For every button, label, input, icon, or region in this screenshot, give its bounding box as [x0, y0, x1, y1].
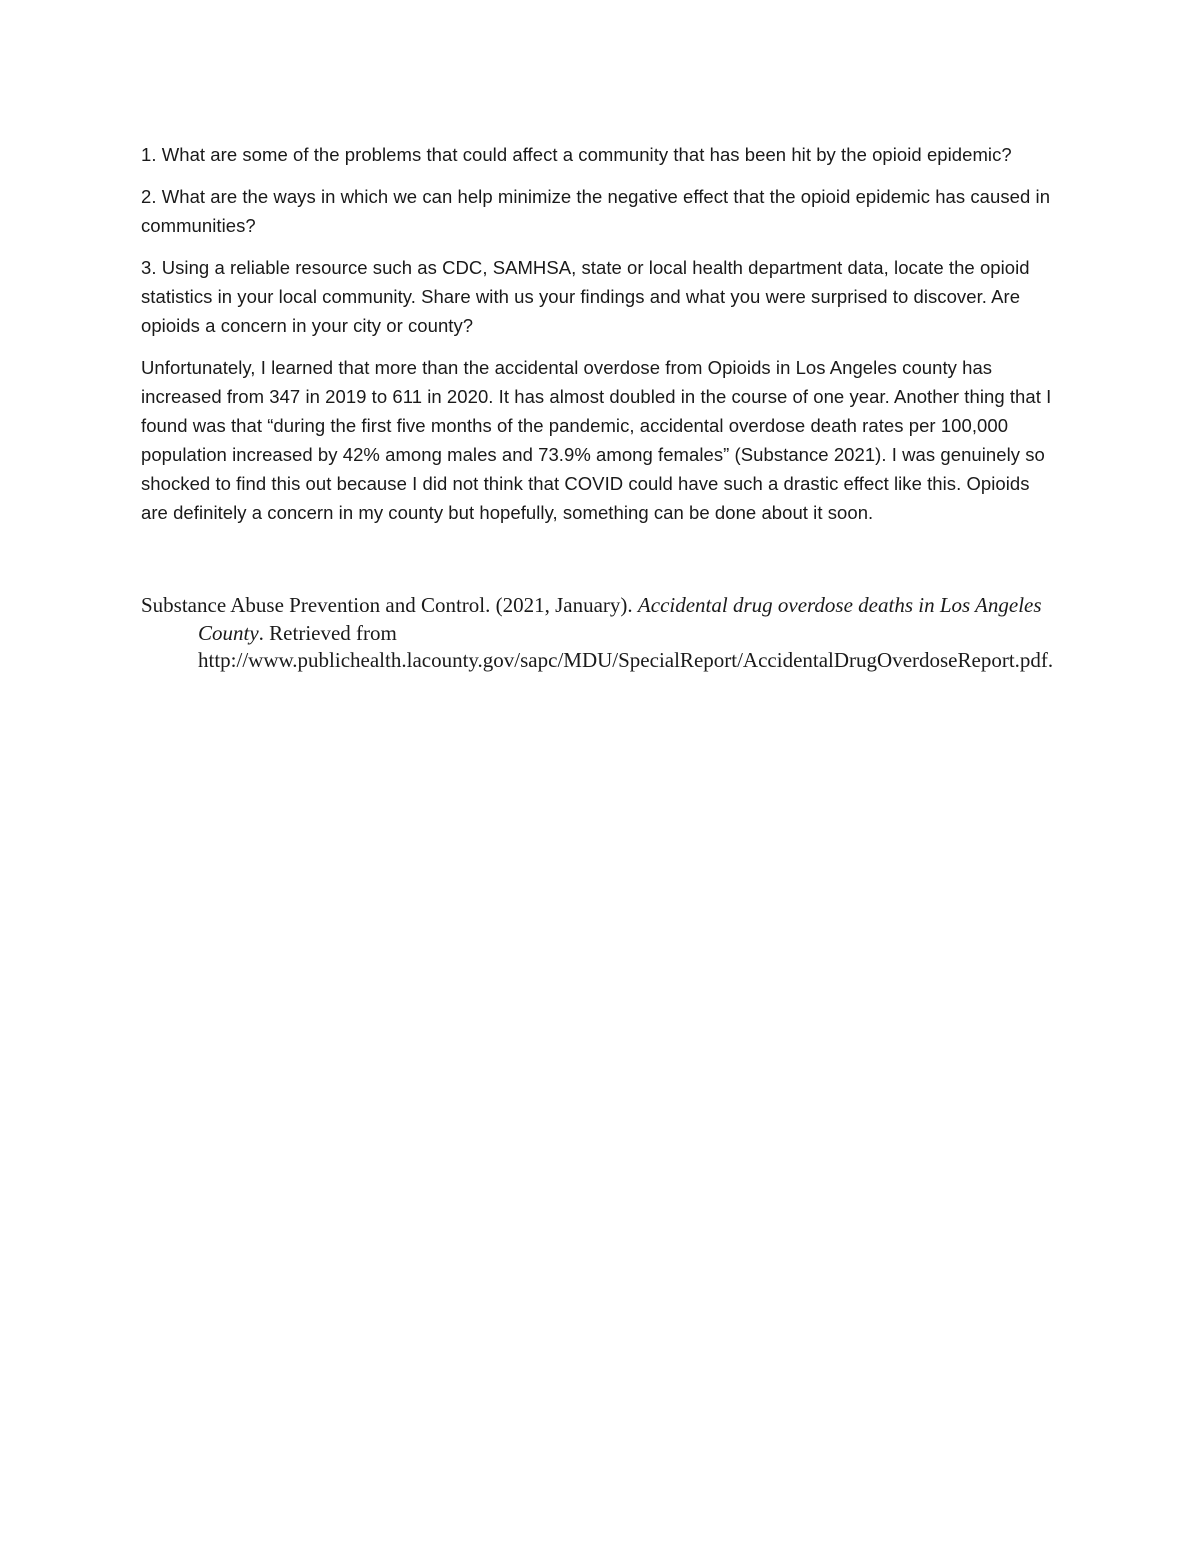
document-body: [141, 140, 1061, 675]
reference-retrieved: . Retrieved from: [258, 620, 397, 645]
reference-author-date: Substance Abuse Prevention and Control. (2021, January).: [141, 593, 638, 617]
reference-end: .: [1047, 648, 1054, 672]
answer-paragraph: Unfortunately, I learned that more than the accidental overdose from Opioids in Los Angeles county has increased from 347 in 2019 to 611 in 2020. It has almost doubled in the course of one year. Another thing that I found was that “during the first five months of the pandemic, accidental overdose death rates per 100,000 population increased by 42% among males and 73.9% among females” (Substance 2021). I was genuinely so shocked to find this out because I did not think that COVID could have such a drastic effect like this. Opioids are definitely a concern in my county but hopefully, something can be done about it soon.: [141, 357, 1052, 523]
question-2: 2. What are the ways in which we can help minimize the negative effect that the opioid epidemic has caused in communities?: [141, 186, 1051, 236]
reference-title: Accidental drug overdose deaths in Los Angeles County: [198, 593, 1042, 645]
section-spacer: [141, 540, 1061, 592]
reference-url: http://www.publichealth.lacounty.gov/sapc/MDU/SpecialReport/AccidentalDrugOverdoseReport.pdf: [198, 648, 1048, 672]
question-1: 1. What are some of the problems that could affect a community that has been hit by the opioid epidemic?: [141, 144, 1012, 165]
question-3: 3. Using a reliable resource such as CDC, SAMHSA, state or local health department data, locate the opioid statistics in your local community. Share with us your findings and what you were surprised to discover. Are opioids a concern in your city or county?: [141, 257, 1030, 336]
reference-entry: [141, 592, 1108, 675]
